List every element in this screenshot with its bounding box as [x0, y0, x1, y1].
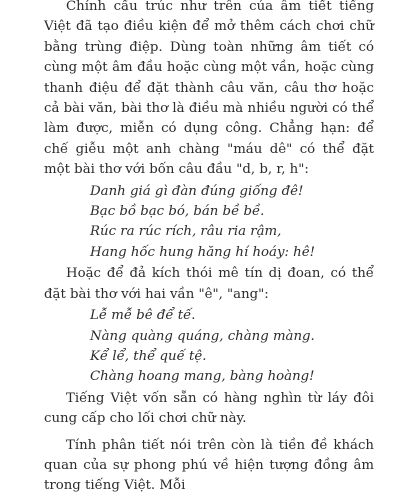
poem-2-line: Kể lể, thể quế tệ.: [90, 348, 207, 364]
document-body: [44, 0, 374, 497]
paragraph-2: Hoặc để đả kích thói mê tín dị đoan, có thể đặt bài thơ với hai vần "ê", "ang":: [44, 266, 374, 302]
poem-2-line: Chàng hoang mang, bàng hoàng!: [90, 369, 315, 385]
poem-2: [44, 305, 374, 389]
poem-1-line: Bạc bồ bạc bó, bán bề bề.: [90, 204, 265, 220]
paragraph-4: Tính phân tiết nói trên còn là tiền đề khách quan của sự phong phú về hiện tượng đồng âm trong tiếng Việt. Mỗi: [44, 437, 374, 494]
poem-2-line: Lễ mễ bê để tế.: [90, 308, 196, 324]
paragraph-1: Chính cấu trúc như trên của âm tiết tiếng Việt đã tạo điều kiện để mở thêm cách chơi chữ bằng trùng điệp. Dùng toàn những âm tiết có cùng một âm đầu hoặc cùng một vần, hoặc cùng thanh điệu để đặt thành câu văn, câu thơ hoặc cả bài văn, bài thơ là điều mà nhiều người có thể làm được, miễn có dụng công. Chẳng hạn: để chế giễu một anh chàng "máu dê" có thể đặt một bài thơ với bốn câu đầu "d, b, r, h":: [44, 0, 374, 178]
poem-1-line: Rúc ra rúc rích, râu ria rậm,: [90, 224, 282, 240]
poem-1: [44, 181, 374, 265]
poem-2-line: Nàng quàng quáng, chàng màng.: [90, 328, 315, 344]
poem-1-line: Danh giá gì đàn đúng giống đê!: [90, 183, 304, 199]
paragraph-3: Tiếng Việt vốn sẵn có hàng nghìn từ láy đôi cung cấp cho lối chơi chữ này.: [44, 390, 374, 427]
poem-1-line: Hang hốc hung hăng hí hoáy: hê!: [90, 244, 315, 260]
